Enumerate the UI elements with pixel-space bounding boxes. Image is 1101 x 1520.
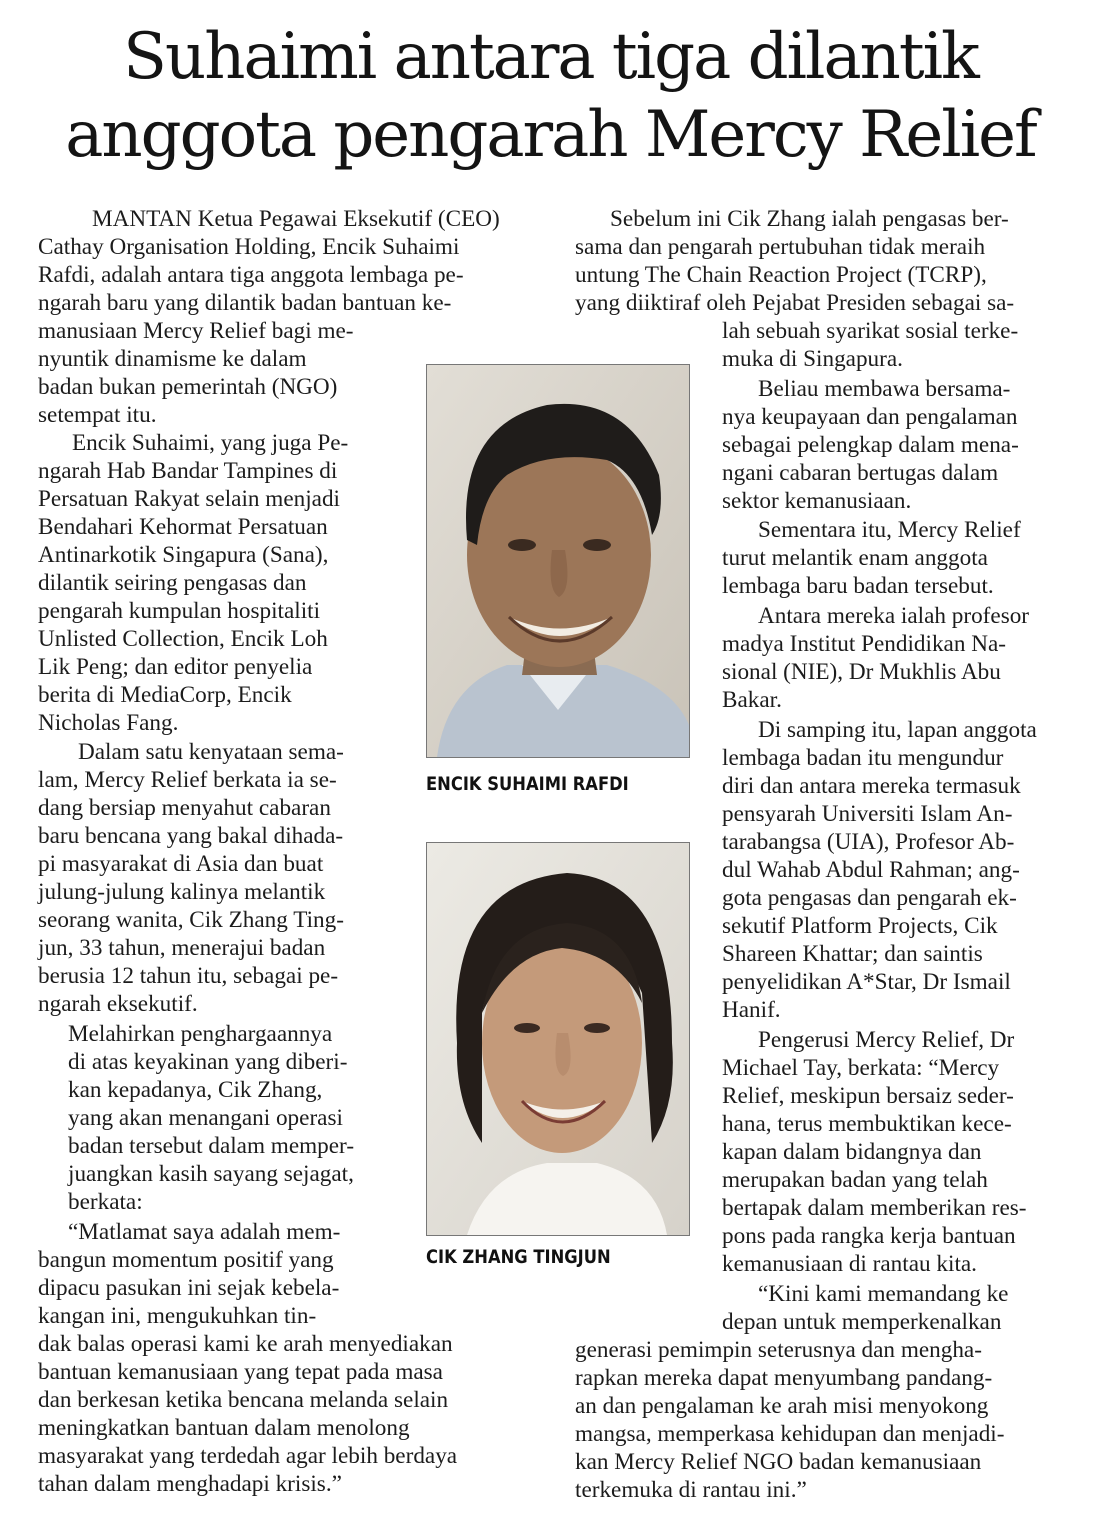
text-line: berkata: <box>68 1189 143 1215</box>
text-line: ngarah baru yang dilantik badan bantuan ke- <box>38 290 452 316</box>
text-line: sekutif Platform Projects, Cik <box>722 913 998 939</box>
text-line: sebagai pelengkap dalam mena- <box>722 432 1019 458</box>
text-line: pensyarah Universiti Islam An- <box>722 801 1013 827</box>
text-line: tahan dalam menghadapi krisis.” <box>38 1471 342 1497</box>
text-line: masyarakat yang terdedah agar lebih berdaya <box>38 1443 458 1469</box>
text-line: kan kepadanya, Cik Zhang, <box>68 1077 323 1103</box>
text-line: “Matlamat saya adalah mem- <box>68 1219 341 1245</box>
text-line: juangkan kasih sayang sejagat, <box>68 1161 354 1187</box>
text-line: di atas keyakinan yang diberi- <box>68 1049 348 1075</box>
text-line: kangan ini, mengukuhkan tin- <box>38 1303 317 1329</box>
text-line: MANTAN Ketua Pegawai Eksekutif (CEO) <box>92 206 500 232</box>
text-line: Encik Suhaimi, yang juga Pe- <box>72 430 349 456</box>
text-line: sektor kemanusiaan. <box>722 488 912 514</box>
text-line: bantuan kemanusiaan yang tepat pada masa <box>38 1359 443 1385</box>
text-line: dul Wahab Abdul Rahman; ang- <box>722 857 1020 883</box>
text-line: Pengerusi Mercy Relief, Dr <box>758 1027 1015 1053</box>
text-line: an dan pengalaman ke arah misi menyokong <box>575 1393 989 1419</box>
text-line: bertapak dalam memberikan res- <box>722 1195 1027 1221</box>
text-line: lembaga baru badan tersebut. <box>722 573 994 599</box>
text-line: Sementara itu, Mercy Relief <box>758 517 1021 543</box>
text-line: Michael Tay, berkata: “Mercy <box>722 1055 1000 1081</box>
photo-zhang-tingjun <box>426 842 690 1236</box>
text-line: madya Institut Pendidikan Na- <box>722 631 1006 657</box>
text-line: merupakan badan yang telah <box>722 1167 988 1193</box>
text-line: Shareen Khattar; dan saintis <box>722 941 983 967</box>
text-line: Hanif. <box>722 997 781 1023</box>
text-line: sama dan pengarah pertubuhan tidak meraih <box>575 234 986 260</box>
text-line: Nicholas Fang. <box>38 710 179 736</box>
text-line: dang bersiap menyahut cabaran <box>38 795 331 821</box>
text-line: yang akan menangani operasi <box>68 1105 343 1131</box>
text-line: Relief, meskipun bersaiz seder- <box>722 1083 1014 1109</box>
text-line: berusia 12 tahun itu, sebagai pe- <box>38 963 339 989</box>
text-line: Rafdi, adalah antara tiga anggota lembaga pe- <box>38 262 464 288</box>
text-line: Persatuan Rakyat selain menjadi <box>38 486 340 512</box>
headline-line-2: anggota pengarah Mercy Relief <box>65 98 1036 172</box>
text-line: bangun momentum positif yang <box>38 1247 334 1273</box>
portrait-woman-icon <box>427 843 689 1235</box>
portrait-man-icon <box>427 365 689 757</box>
text-line: lembaga badan itu mengundur <box>722 745 1004 771</box>
text-line: gota pengasas dan pengarah ek- <box>722 885 1017 911</box>
text-line: kemanusiaan di rantau kita. <box>722 1251 977 1277</box>
text-line: “Kini kami memandang ke <box>758 1281 1009 1307</box>
text-line: Bendahari Kehormat Persatuan <box>38 514 328 540</box>
text-line: ngani cabaran bertugas dalam <box>722 460 999 486</box>
text-line: Dalam satu kenyataan sema- <box>78 739 344 765</box>
photo-caption-suhaimi: ENCIK SUHAIMI RAFDI <box>426 773 629 795</box>
text-line: mangsa, memperkasa kehidupan dan menjadi- <box>575 1421 1005 1447</box>
text-line: jun, 33 tahun, menerajui badan <box>38 935 326 961</box>
text-line: Antinarkotik Singapura (Sana), <box>38 542 329 568</box>
text-line: Sebelum ini Cik Zhang ialah pengasas ber- <box>610 206 1009 232</box>
text-line: Lik Peng; dan editor penyelia <box>38 654 313 680</box>
photo-caption-zhang: CIK ZHANG TINGJUN <box>426 1246 611 1268</box>
text-line: lam, Mercy Relief berkata ia se- <box>38 767 337 793</box>
text-line: nyuntik dinamisme ke dalam <box>38 346 307 372</box>
text-line: badan bukan pemerintah (NGO) <box>38 374 338 400</box>
text-line: pons pada rangka kerja bantuan <box>722 1223 1016 1249</box>
text-line: untung The Chain Reaction Project (TCRP), <box>575 262 987 288</box>
text-line: Cathay Organisation Holding, Encik Suhaimi <box>38 234 460 260</box>
text-line: kan Mercy Relief NGO badan kemanusiaan <box>575 1449 982 1475</box>
text-line: meningkatkan bantuan dalam menolong <box>38 1415 410 1441</box>
text-line: setempat itu. <box>38 402 157 428</box>
text-line: dak balas operasi kami ke arah menyediakan <box>38 1331 453 1357</box>
text-line: muka di Singapura. <box>722 346 903 372</box>
text-line: kapan dalam bidangnya dan <box>722 1139 982 1165</box>
text-line: turut melantik enam anggota <box>722 545 988 571</box>
text-line: manusiaan Mercy Relief bagi me- <box>38 318 354 344</box>
text-line: yang diiktiraf oleh Pejabat Presiden sebagai sa- <box>575 290 1015 316</box>
text-line: depan untuk memperkenalkan <box>722 1309 1002 1335</box>
text-line: badan tersebut dalam memper- <box>68 1133 355 1159</box>
text-line: Bakar. <box>722 687 782 713</box>
text-line: Beliau membawa bersama- <box>758 376 1011 402</box>
text-line: lah sebuah syarikat sosial terke- <box>722 318 1019 344</box>
text-line: penyelidikan A*Star, Dr Ismail <box>722 969 1011 995</box>
text-line: ngarah Hab Bandar Tampines di <box>38 458 338 484</box>
text-line: berita di MediaCorp, Encik <box>38 682 292 708</box>
text-line: baru bencana yang bakal dihada- <box>38 823 344 849</box>
text-line: julung-julung kalinya melantik <box>38 879 326 905</box>
text-line: generasi pemimpin seterusnya dan mengha- <box>575 1337 982 1363</box>
headline-line-1: Suhaimi antara tiga dilantik <box>123 20 978 94</box>
headline <box>0 18 1101 174</box>
text-line: rapkan mereka dapat menyumbang pandang- <box>575 1365 993 1391</box>
text-line: pengarah kumpulan hospitaliti <box>38 598 321 624</box>
text-line: dipacu pasukan ini sejak kebela- <box>38 1275 340 1301</box>
text-line: terkemuka di rantau ini.” <box>575 1477 807 1503</box>
text-line: ngarah eksekutif. <box>38 991 198 1017</box>
text-line: Antara mereka ialah profesor <box>758 603 1030 629</box>
text-line: hana, terus membuktikan kece- <box>722 1111 1012 1137</box>
text-line: dan berkesan ketika bencana melanda selain <box>38 1387 449 1413</box>
photo-suhaimi-rafdi <box>426 364 690 758</box>
text-line: diri dan antara mereka termasuk <box>722 773 1021 799</box>
text-line: Melahirkan penghargaannya <box>68 1021 333 1047</box>
text-line: Unlisted Collection, Encik Loh <box>38 626 328 652</box>
text-line: sional (NIE), Dr Mukhlis Abu <box>722 659 1001 685</box>
text-line: Di samping itu, lapan anggota <box>758 717 1037 743</box>
text-line: dilantik seiring pengasas dan <box>38 570 307 596</box>
text-line: nya keupayaan dan pengalaman <box>722 404 1018 430</box>
text-line: pi masyarakat di Asia dan buat <box>38 851 324 877</box>
text-line: seorang wanita, Cik Zhang Ting- <box>38 907 344 933</box>
text-line: tarabangsa (UIA), Profesor Ab- <box>722 829 1015 855</box>
